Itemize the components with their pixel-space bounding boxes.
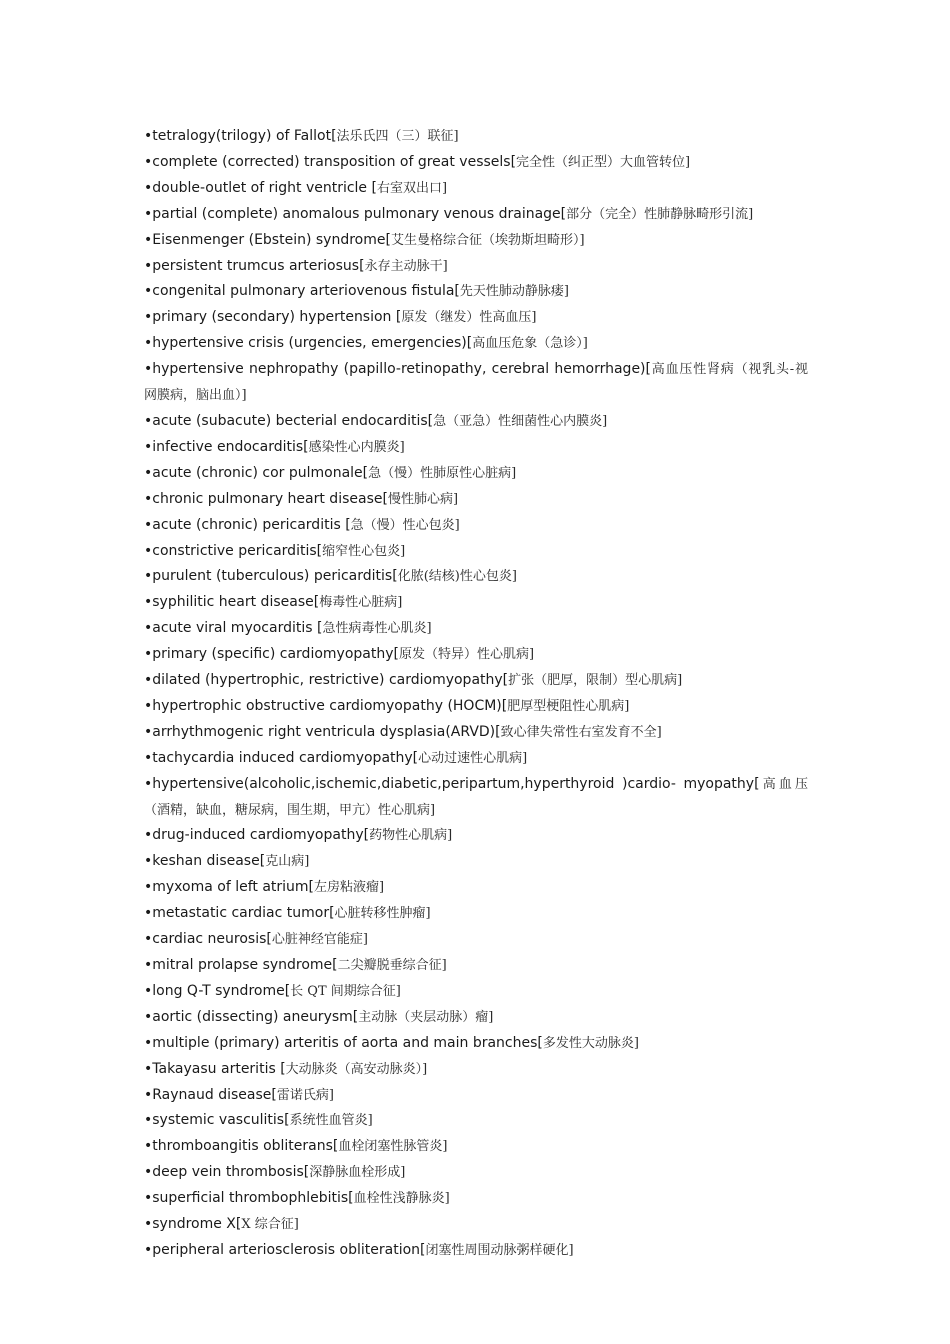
term-entry: [144, 202, 808, 228]
term-chinese: 主动脉（夹层动脉）瘤]: [358, 1009, 494, 1025]
term-chinese: 完全性（纠正型）大血管转位]: [516, 154, 691, 170]
term-entry: [144, 720, 808, 746]
term-entry: [144, 305, 808, 331]
term-entry: [144, 279, 808, 305]
term-english: •tetralogy(trilogy) of Fallot[: [144, 128, 337, 144]
term-english: •persistent trumcus arteriosus[: [144, 257, 365, 274]
term-entry: [144, 1083, 808, 1109]
term-chinese: 扩张（肥厚，限制）型心肌病]: [508, 673, 683, 689]
term-chinese: 急性病毒性心肌炎]: [322, 621, 432, 637]
term-english: •deep vein thrombosis[: [144, 1164, 310, 1181]
term-entry: [144, 1212, 808, 1238]
term-chinese: 心脏转移性肿瘤]: [334, 906, 431, 922]
term-entry: [144, 772, 808, 824]
term-english: •congenital pulmonary arteriovenous fistula[: [144, 283, 460, 300]
term-english: •aortic (dissecting) aneurysm[: [144, 1008, 359, 1025]
term-chinese: 血栓闭塞性脉管炎]: [338, 1139, 448, 1155]
term-chinese: 化脓(结核)性心包炎]: [397, 569, 517, 585]
term-entry: [144, 487, 808, 513]
term-english: •Raynaud disease[: [144, 1086, 277, 1103]
term-english: •keshan disease[: [144, 853, 266, 870]
term-entry: [144, 694, 808, 720]
term-entry: [144, 953, 808, 979]
term-entry: [144, 124, 808, 150]
term-chinese: 高血压性肾病（视乳头-视网膜病，脑出血）]: [144, 362, 808, 404]
term-chinese: 法乐氏四（三）联征]: [336, 129, 459, 144]
term-entry: [144, 1186, 808, 1212]
term-english: •double-outlet of right ventricle [: [144, 179, 377, 196]
term-english: •purulent (tuberculous) pericarditis[: [144, 568, 398, 585]
term-english: •primary (secondary) hypertension [: [144, 309, 402, 326]
term-chinese: 左房粘液瘤]: [314, 880, 385, 896]
term-chinese: 梅毒性心脏病]: [319, 595, 403, 611]
term-chinese: 克山病]: [265, 854, 310, 870]
term-english: •mitral prolapse syndrome[: [144, 957, 338, 973]
term-english: •long Q-T syndrome[: [144, 982, 291, 999]
term-english: •partial (complete) anomalous pulmonary venous drainage[: [144, 205, 567, 222]
term-entry: [144, 642, 808, 668]
term-chinese: 艾生曼格综合征（埃勃斯坦畸形）]: [390, 232, 585, 248]
term-english: •superficial thrombophlebitis[: [144, 1190, 354, 1207]
term-list: [144, 124, 808, 1264]
term-english: •tachycardia induced cardiomyopathy[: [144, 749, 419, 766]
term-entry: [144, 927, 808, 953]
term-entry: [144, 409, 808, 435]
term-entry: [144, 1134, 808, 1160]
term-entry: [144, 357, 808, 409]
term-entry: [144, 1238, 808, 1264]
term-english: •hypertensive nephropathy (papillo-retinopathy, cerebral hemorrhage)[: [144, 361, 651, 378]
term-chinese: 缩窄性心包炎]: [322, 543, 406, 559]
term-english: •metastatic cardiac tumor[: [144, 905, 335, 922]
term-entry: [144, 254, 808, 280]
term-english: •thromboangitis obliterans[: [144, 1138, 339, 1155]
term-entry: [144, 823, 808, 849]
term-chinese: 深静脉血栓形成]: [309, 1165, 406, 1181]
term-entry: [144, 1005, 808, 1031]
term-entry: [144, 1057, 808, 1083]
term-english: •cardiac neurosis[: [144, 931, 272, 948]
term-chinese: 永存主动脉干]: [364, 258, 448, 274]
term-english: •dilated (hypertrophic, restrictive) cardiomyopathy[: [144, 672, 509, 689]
term-chinese: 高血压危象（急诊）]: [472, 336, 588, 352]
term-english: •drug-induced cardiomyopathy[: [144, 827, 370, 844]
term-english: •Takayasu arteritis [: [144, 1060, 286, 1077]
term-entry: [144, 616, 808, 642]
term-entry: [144, 331, 808, 357]
term-chinese: 致心律失常性右室发育不全]: [500, 724, 662, 740]
term-chinese: 慢性肺心病]: [387, 491, 459, 507]
term-chinese: 高血压（酒精，缺血，糖尿病，围生期，甲亢）性心肌病]: [144, 776, 808, 818]
term-chinese: 雷诺氏病]: [276, 1087, 334, 1103]
term-chinese: 部分（完全）性肺静脉畸形引流]: [566, 206, 754, 222]
term-entry: [144, 461, 808, 487]
term-entry: [144, 228, 808, 254]
term-chinese: 心脏神经官能症]: [271, 932, 368, 948]
term-chinese: 肥厚型梗阻性心肌病]: [507, 698, 630, 714]
term-chinese: 急（慢）性心包炎]: [350, 517, 460, 533]
term-entry: [144, 590, 808, 616]
term-chinese: 原发（特异）性心肌病]: [398, 647, 535, 663]
term-english: •acute (chronic) cor pulmonale[: [144, 464, 369, 481]
term-entry: [144, 513, 808, 539]
term-entry: [144, 746, 808, 772]
term-entry: [144, 176, 808, 202]
term-chinese: 急（亚急）性细菌性心内膜炎]: [433, 413, 608, 429]
term-chinese: 多发性大动脉炎]: [542, 1035, 639, 1051]
term-english: •systemic vasculitis[: [144, 1112, 290, 1129]
term-chinese: 原发（继发）性高血压]: [401, 310, 537, 326]
term-english: •peripheral arteriosclerosis obliteration[: [144, 1241, 426, 1258]
term-english: •acute (chronic) pericarditis [: [144, 516, 351, 533]
term-chinese: 药物性心肌病]: [369, 828, 453, 844]
term-chinese: 感染性心内膜炎]: [308, 439, 405, 455]
term-english: •multiple (primary) arteritis of aorta and main branches[: [144, 1034, 543, 1051]
term-english: •Eisenmenger (Ebstein) syndrome[: [144, 231, 391, 248]
term-entry: [144, 901, 808, 927]
term-english: •syphilitic heart disease[: [144, 594, 320, 611]
term-english: •primary (specific) cardiomyopathy[: [144, 646, 399, 663]
term-entry: [144, 849, 808, 875]
term-entry: [144, 435, 808, 461]
term-chinese: 心动过速性心肌病]: [418, 750, 528, 766]
term-chinese: 闭塞性周围动脉粥样硬化]: [425, 1242, 574, 1258]
term-chinese: X 综合征]: [241, 1217, 299, 1233]
term-english: •syndrome X[: [144, 1216, 242, 1233]
term-entry: [144, 1031, 808, 1057]
term-english: •acute (subacute) becterial endocarditis[: [144, 412, 434, 429]
term-english: •acute viral myocarditis [: [144, 620, 323, 637]
term-chinese: 二尖瓣脱垂综合征]: [337, 958, 447, 973]
term-chinese: 右室双出口]: [376, 180, 448, 196]
term-chinese: 系统性血管炎]: [289, 1113, 373, 1129]
term-entry: [144, 1160, 808, 1186]
term-chinese: 血栓性浅静脉炎]: [353, 1191, 450, 1207]
term-english: •hypertrophic obstructive cardiomyopathy (HOCM)[: [144, 697, 508, 714]
term-english: •infective endocarditis[: [144, 438, 309, 455]
term-chinese: 急（慢）性肺原性心脏病]: [368, 465, 517, 481]
term-entry: [144, 979, 808, 1005]
term-english: •myxoma of left atrium[: [144, 879, 315, 896]
term-english: •constrictive pericarditis[: [144, 542, 323, 559]
term-entry: [144, 668, 808, 694]
term-english: •arrhythmogenic right ventricula dysplasia(ARVD)[: [144, 723, 501, 740]
term-english: •hypertensive crisis (urgencies, emergencies)[: [144, 335, 473, 352]
term-chinese: 大动脉炎（高安动脉炎）]: [285, 1061, 428, 1077]
term-entry: [144, 564, 808, 590]
term-entry: [144, 875, 808, 901]
term-english: •hypertensive(alcoholic,ischemic,diabetic,peripartum,hyperthyroid )cardio- myopathy[: [144, 775, 760, 792]
term-entry: [144, 150, 808, 176]
term-english: •chronic pulmonary heart disease[: [144, 490, 388, 507]
term-chinese: 长 QT 间期综合征]: [290, 983, 401, 999]
term-entry: [144, 1108, 808, 1134]
term-entry: [144, 539, 808, 565]
term-chinese: 先天性肺动静脉瘘]: [459, 284, 569, 300]
term-english: •complete (corrected) transposition of great vessels[: [144, 153, 517, 170]
